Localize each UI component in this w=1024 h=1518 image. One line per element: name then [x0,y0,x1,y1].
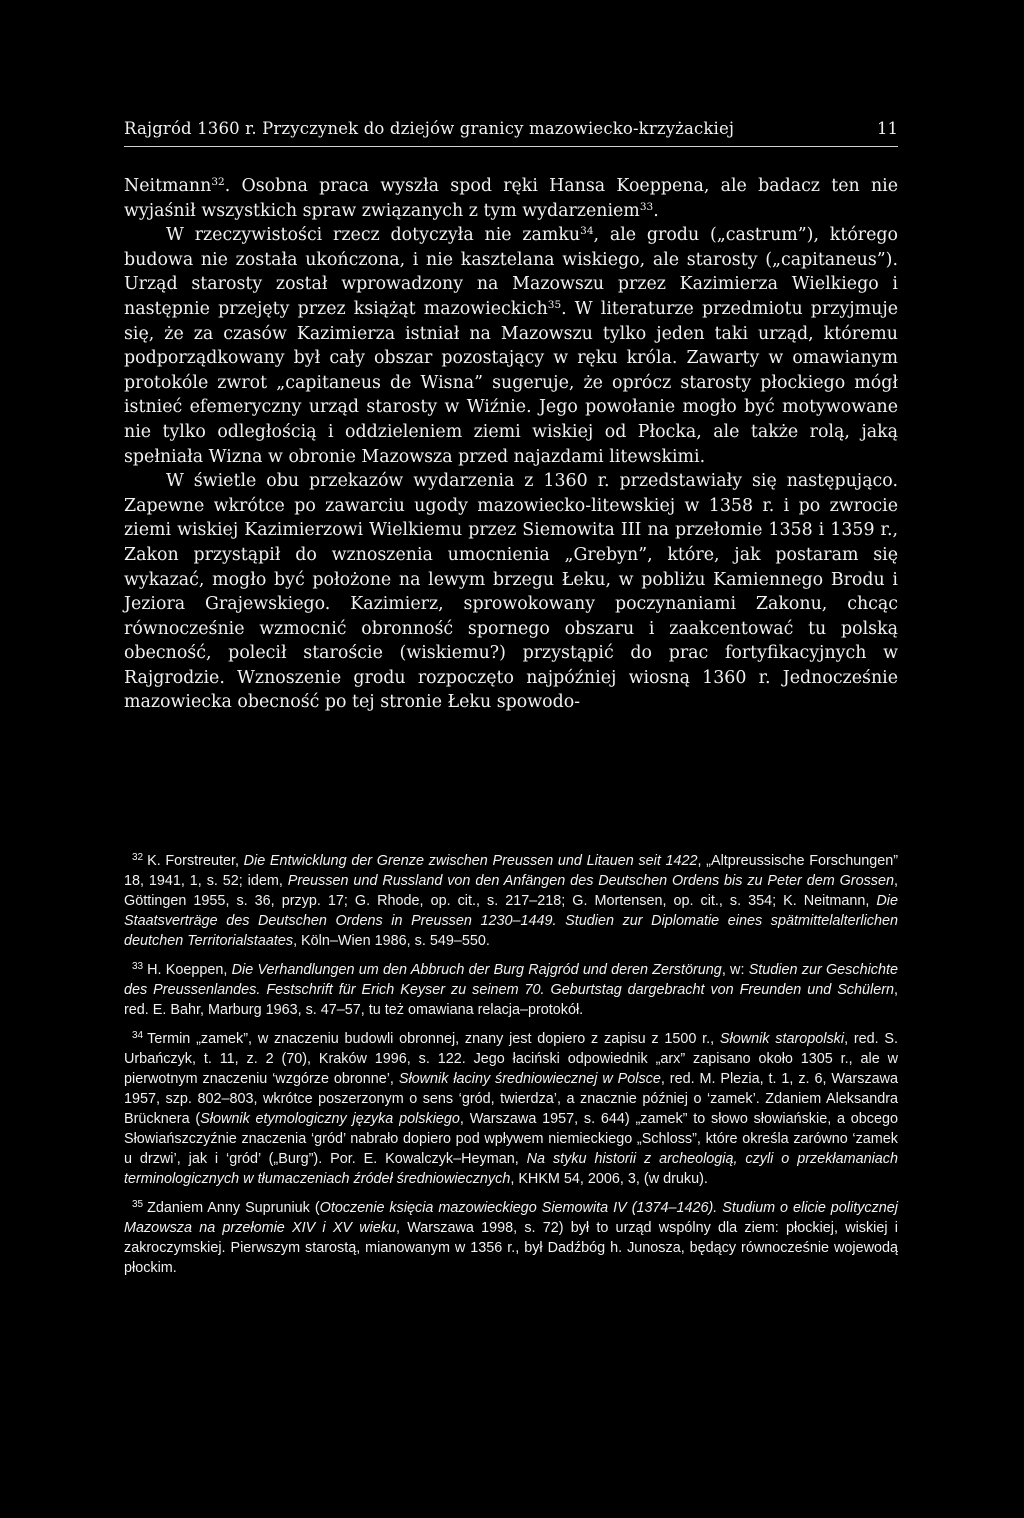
footnote-number: 34 [132,1030,144,1041]
italic-title: Słownik łaciny średniowiecznej w Polsce [398,1071,661,1087]
text-run: , KHKM 54, 2006, 3, (w druku). [510,1171,708,1187]
text-run: , Köln–Wien 1986, s. 549–550. [293,933,490,949]
italic-title: Słownik [200,1111,250,1127]
footnote-ref-32: 32 [211,176,225,188]
footnote-number: 32 [132,852,144,863]
footnote-35 [124,1198,898,1278]
italic-title: Preussen und Russland von den Anfängen des Deutschen Ordens bis zu Peter dem Grossen [287,873,894,889]
text-run: Zdaniem Anny Supruniuk ( [147,1200,320,1216]
text-run: , red. M. Plezia, t. 1, z. 6, Warszawa 1957, szp. 802–803, wkrótce poszerzonym o sens ‘gród, twierdza’, a znacznie później o ‘zamek’. Zdaniem Aleksandra Brücknera ( [124,1071,898,1127]
text-run: . W literaturze przedmiotu przyjmuje się, że za czasów Kazimierza istniał na Mazowszu tylko jeden taki urząd, któremu podporządkowany był cały obszar pozostający w ręku króla. Zawarty w omawianym protokóle zwrot „capitaneus de Wisna” sugeruje, że oprócz starosty płockiego mógł istnieć efemeryczny urząd starosty w Wiźnie. Jego powołanie mogło być motywowane nie tylko odległością i oddzieleniem ziemi wiskiej od Płocka, ale także rolą, jaką spełniała Wizna w obronie Mazowsza przed najazdami litewskimi. [124,298,899,467]
italic-title: Studien zur Geschichte des Preussenlandes. Festschrift für Erich Keyser zu seinem 70. Geburtstag dargebracht von Freunden und Schülern [124,962,898,998]
running-head [124,118,898,147]
footnote-number: 35 [132,1199,144,1210]
footnote-ref-35: 35 [547,298,562,311]
footnote-ref-34: 34 [580,225,594,238]
text-run: . Osobna praca wyszła spod ręki Hansa Koeppena, ale badacz ten nie wyjaśnił wszystkich spraw związanych z tym wydarzeniem [124,176,898,221]
paragraph-2 [124,223,898,469]
footnote-ref-33: 33 [639,200,654,213]
text-run: , Warszawa 1998, s. 72) był to urząd wspólny dla ziem: płockiej, wiskiej i zakroczymskiej. Pierwszym starostą, mianowanym w 1356 r., był Dadźbóg h. Junosza, będący równocześnie wojewodą płockim. [124,1220,898,1276]
paragraph-3: W świetle obu przekazów wydarzenia z 1360 r. przedstawiały się następująco. Zapewne wkrótce po zawarciu ugody mazowiecko-litewskiej w 1358 r. i po zwrocie ziemi wiskiej Kazimierzowi Wielkiemu przez Siemowita III na przełomie 1358 i 1359 r., Zakon przystąpił do wznoszenia umocnienia „Grebyn”, które, jak postaram się wykazać, mogło być położone na lewym brzegu Łeku, w pobliżu Kamiennego Brodu i Jeziora Grajewskiego. Kazimierz, sprowokowany poczynaniami Zakonu, chcąc równocześnie wzmocnić obronność spornego obszaru i zaakcentować tu polską obecność, polecił staroście (wiskiemu?) przystąpić do prac fortyfikacyjnych w Rajgrodzie. Wznoszenie grodu rozpoczęto najpóźniej wiosną 1360 r. Jednocześnie mazowiecka obecność po tej stronie Łeku spowodo- [124,471,898,713]
text-run: W rzeczywistości rzecz dotyczyła nie zamku [166,225,581,246]
italic-title: Die Verhandlungen um den Abbruch der Burg Rajgród und deren Zerstörung [231,962,722,978]
italic-title: Na styku historii z archeologią, czyli o przekłamaniach terminologicznych w tłumaczeniach źródeł średniowiecznych [124,1151,899,1187]
footnote-34 [124,1029,898,1189]
text-run: Neitmann [124,176,212,196]
footnotes [124,851,898,1287]
italic-title: Die Staatsverträge des Deutschen Ordens in Preussen 1230–1449. Studien zur Diplomatie eines spätmittelalterlichen deutchen Territorialstaates [124,893,898,949]
text-run: , Göttingen 1955, s. 36, przyp. 17; G. Rhode, op. cit., s. 217–218; G. Mortensen, op. cit., s. 354; K. Neitmann, [124,873,898,909]
body-text [124,174,898,715]
running-head-title: Rajgród 1360 r. Przyczynek do dziejów granicy mazowiecko-krzyżackiej [124,119,735,138]
text-run: , „Altpreussische Forschungen” 18, 1941, 1, s. 52; idem, [124,853,899,889]
text-run: , red. E. Bahr, Marburg 1963, s. 47–57, tu też omawiana relacja–protokół. [124,982,898,1018]
text-run: , w: [721,962,749,978]
text-run: H. Koeppen, [147,962,232,978]
italic-title: Otoczenie księcia mazowieckiego Siemowita IV (1374–1426). Studium o elicie politycznej Mazowsza na przełomie XIV i XV wieku [124,1200,898,1236]
page-number: 11 [877,119,898,138]
text-run: K. Forstreuter, [147,853,244,869]
text-run: , ale grodu („castrum”), którego budowa nie została ukończona, i nie kasztelana wiskiego, ale starosty („capitaneus”). Urząd starosty został wprowadzony na Mazowszu przez Kazimierza Wielkiego i następnie przejęty przez książąt mazowieckich [124,225,898,319]
footnote-33 [124,960,898,1020]
text-run: , Warszawa 1957, s. 644) „zamek” to słowo słowiańskie, a obcego Słowiańszczyźnie znaczenia ‘gród’ nabrało dopiero pod wpływem niemieckiego „Schloss”, które określa zarówno ‘zamek u drzwi’, jak i ‘gród’ („Burg”). Por. E. Kowalczyk–Heyman, [124,1111,898,1167]
footnote-32 [124,851,898,951]
italic-title: Słownik staropolski [719,1031,845,1047]
text-run: . [653,200,659,221]
italic-title: etymologiczny języka polskiego [249,1111,460,1127]
text-run: , red. S. Urbańczyk, t. 11, z. 2 (70), Kraków 1996, s. 122. Jego łaciński odpowiednik „arx” zapisano około 1305 r., ale w pierwotnym znaczeniu ‘wzgórze obronne’, [124,1031,899,1087]
paragraph-1 [124,174,898,223]
italic-title: Die Entwicklung der Grenze zwischen Preussen und Litauen seit 1422 [243,853,698,869]
text-run: Termin „zamek”, w znaczeniu budowli obronnej, znany jest dopiero z zapisu z 1500 r., [147,1031,720,1047]
footnote-number: 33 [132,961,144,972]
